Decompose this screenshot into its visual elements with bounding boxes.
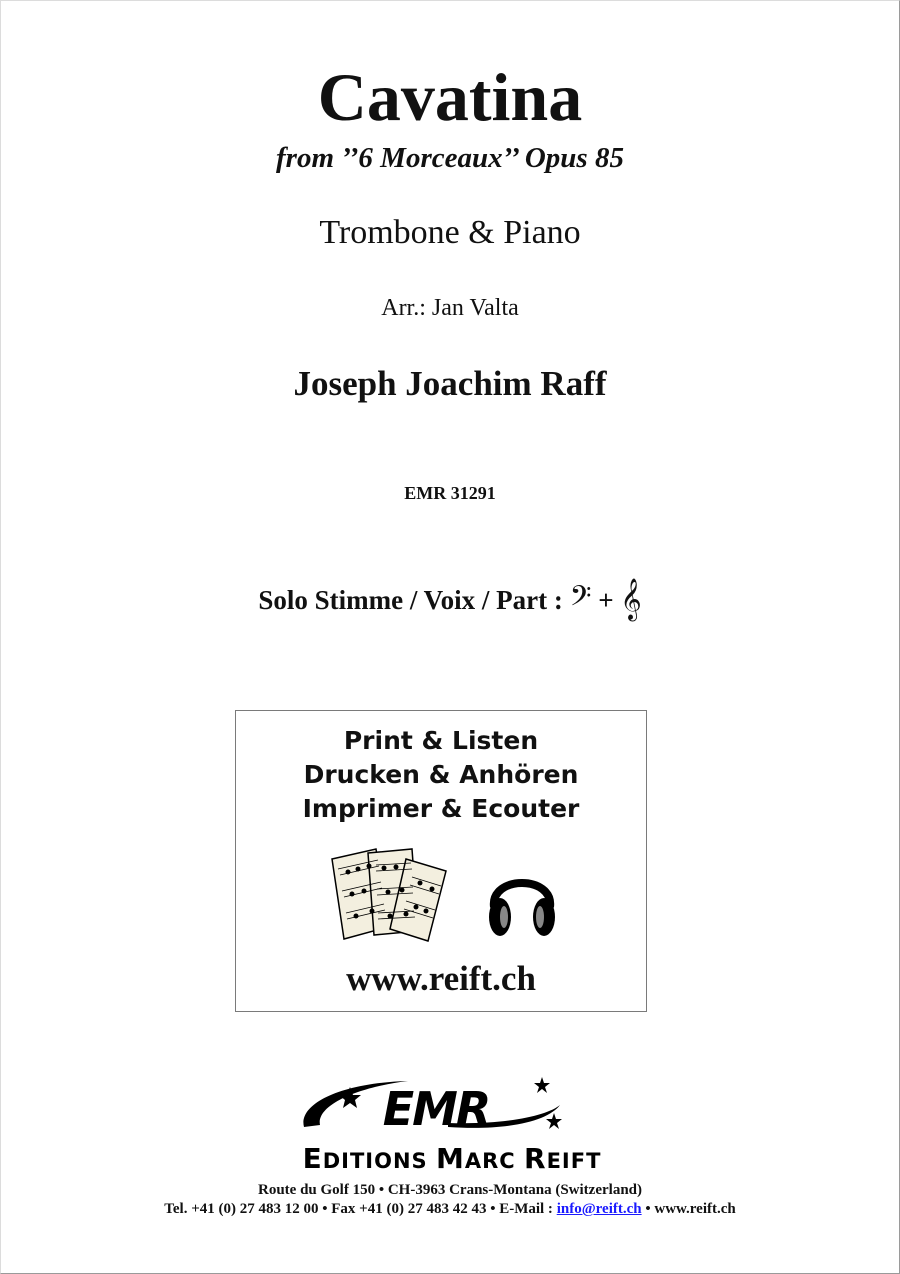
promo-line-english: Print & Listen: [343, 726, 539, 755]
publisher-address: Route du Golf 150 • CH-3963 Crans-Montana (Switzerland): [258, 1182, 642, 1198]
promo-line-german: Drucken & Anhören: [303, 760, 579, 789]
publisher-contact: [0, 1199, 900, 1219]
svg-text:EDITIONS MARC REIFT: [303, 1143, 602, 1173]
composer: Joseph Joachim Raff: [293, 364, 607, 403]
plus-sign: +: [598, 585, 614, 615]
catalog-number: EMR 31291: [404, 483, 496, 503]
part-line: [0, 578, 900, 622]
contact-website: • www.reift.ch: [645, 1201, 736, 1217]
print-listen-box: [235, 710, 647, 1012]
instrumentation: Trombone & Piano: [319, 214, 581, 251]
promo-line-french: Imprimer & Ecouter: [302, 794, 580, 823]
emr-logo-text: EMR: [382, 1082, 490, 1136]
score-subtitle: from ’’6 Morceaux’’ Opus 85: [276, 142, 624, 174]
publisher-name-part: R: [524, 1143, 547, 1173]
promo-website-link[interactable]: www.reift.ch: [346, 959, 536, 998]
publisher-name: [232, 1143, 672, 1173]
arranger: Arr.: Jan Valta: [381, 295, 519, 321]
publisher-name-part: EIFT: [546, 1149, 602, 1173]
email-link[interactable]: info@reift.ch: [556, 1201, 642, 1217]
part-label: Solo Stimme / Voix / Part :: [258, 585, 563, 615]
publisher-name-part: M: [435, 1143, 465, 1173]
publisher-name-part: DITIONS: [322, 1149, 436, 1173]
publisher-name-part: E: [302, 1143, 323, 1173]
emr-logo: [298, 1075, 570, 1137]
bass-clef-icon: 𝄢: [569, 580, 592, 620]
headphones-icon: [484, 857, 560, 941]
sheet-music-icon: [328, 845, 454, 943]
score-title: Cavatina: [317, 59, 583, 135]
treble-clef-icon: 𝄞: [620, 579, 642, 620]
publisher-name-part: ARC: [464, 1149, 525, 1173]
contact-phone-fax: Tel. +41 (0) 27 483 12 00 • Fax +41 (0) 27 483 42 43 • E-Mail :: [164, 1201, 553, 1217]
